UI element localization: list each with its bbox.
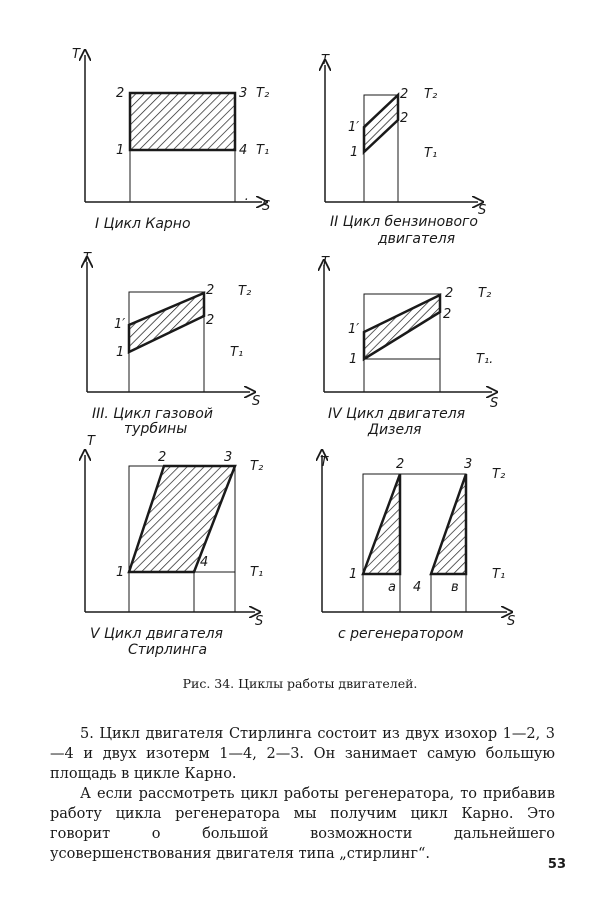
point-label: 2 xyxy=(158,450,167,465)
axis-label-t: T xyxy=(321,255,329,270)
axis-label-t: T xyxy=(321,53,329,68)
point-label: 2 xyxy=(116,86,125,101)
cycle-area-left xyxy=(363,474,400,574)
tick-mark: · xyxy=(244,193,249,208)
page-number: 53 xyxy=(547,857,566,872)
point-label: 2 xyxy=(400,111,409,126)
point-label: 2 xyxy=(396,457,405,472)
point-label: 2 xyxy=(445,286,454,301)
temp-label-t2: T₂ xyxy=(256,86,270,101)
point-label: 1 xyxy=(116,143,125,158)
point-label: 2 xyxy=(206,283,215,298)
axis-label-t: T xyxy=(72,47,80,62)
diagram-caption: IV Цикл двигателя xyxy=(328,406,466,422)
temp-label-t2: T₂ xyxy=(424,87,438,102)
diagram-gas-turbine xyxy=(87,262,250,392)
diagram-caption: турбины xyxy=(124,421,188,437)
point-label: 4 xyxy=(413,580,422,595)
point-label: 1 xyxy=(349,567,358,582)
paragraph: А если рассмотреть цикл работы регенератора, то прибавив работу цикла регенератора мы получим цикл Карно. Это говорит о большой возможности дальнейшего усовершенствования двигателя типа „стирлинг“. xyxy=(50,786,555,862)
axis-label-t: T xyxy=(83,251,91,266)
point-label: в xyxy=(451,580,459,595)
temp-label-t1: T₁ xyxy=(250,565,264,580)
diagram-caption: I Цикл Карно xyxy=(95,216,191,232)
temp-label-t2: T₂ xyxy=(250,459,264,474)
body-text xyxy=(50,724,555,864)
axis-label-s: S xyxy=(490,396,499,411)
point-label: 3 xyxy=(224,450,233,465)
point-label: 2 xyxy=(400,87,409,102)
point-label: a xyxy=(388,580,396,595)
point-label: 3 xyxy=(239,86,248,101)
temp-label-t1: T₁ xyxy=(256,143,270,158)
diagram-caption: Стирлинга xyxy=(128,642,208,658)
cycle-area xyxy=(364,95,398,152)
paragraph: 5. Цикл двигателя Стирлинга состоит из двух изохор 1—2, 3—4 и двух изотерм 1—4, 2—3. Он занимает самую большую площадь в цикле Карно. xyxy=(50,726,555,782)
temp-label-t1: T₁ xyxy=(492,567,506,582)
diagram-caption: с регенератором xyxy=(338,626,464,642)
temp-label-t2: T₂ xyxy=(478,286,492,301)
axis-label-s: S xyxy=(252,394,261,409)
cycle-area xyxy=(130,93,235,150)
temp-label-t2: T₂ xyxy=(238,284,252,299)
axis-label-t: T xyxy=(87,434,95,449)
cycle-area xyxy=(364,295,440,359)
temp-label-t1: T₁ xyxy=(424,146,438,161)
point-label: 3 xyxy=(464,457,473,472)
axis-label-s: S xyxy=(478,203,487,218)
figure-caption: Рис. 34. Циклы работы двигателей. xyxy=(182,676,418,691)
point-label: 1′ xyxy=(114,317,126,332)
point-label: 1 xyxy=(116,345,125,360)
temp-label-t1: T₁ xyxy=(230,345,244,360)
point-label: 1′ xyxy=(348,322,360,337)
axis-label-t: T xyxy=(320,455,328,470)
point-label: 4 xyxy=(239,143,248,158)
cycle-area-right xyxy=(431,474,466,574)
point-label: 2 xyxy=(443,307,452,322)
temp-label-t1: T₁. xyxy=(476,352,494,367)
point-label: 1 xyxy=(349,352,358,367)
point-label: 1′ xyxy=(348,120,360,135)
cycle-area xyxy=(129,293,204,352)
diagram-carnot xyxy=(85,55,262,202)
temp-label-t2: T₂ xyxy=(492,467,506,482)
diagram-caption: II Цикл бензинового xyxy=(330,214,478,230)
point-label: 4 xyxy=(200,555,209,570)
axis-label-s: S xyxy=(262,199,271,214)
point-label: 2 xyxy=(206,313,215,328)
diagram-stirling xyxy=(85,455,255,612)
point-label: 1 xyxy=(116,565,125,580)
cycle-area xyxy=(129,466,235,572)
diagram-caption: Дизеля xyxy=(368,422,422,438)
point-label: 1 xyxy=(350,145,359,160)
axis-label-s: S xyxy=(255,614,264,629)
diagram-caption: двигателя xyxy=(378,231,456,247)
diagram-caption: III. Цикл газовой xyxy=(92,406,213,422)
axis-label-s: S xyxy=(507,614,516,629)
diagram-caption: V Цикл двигателя xyxy=(90,626,223,642)
